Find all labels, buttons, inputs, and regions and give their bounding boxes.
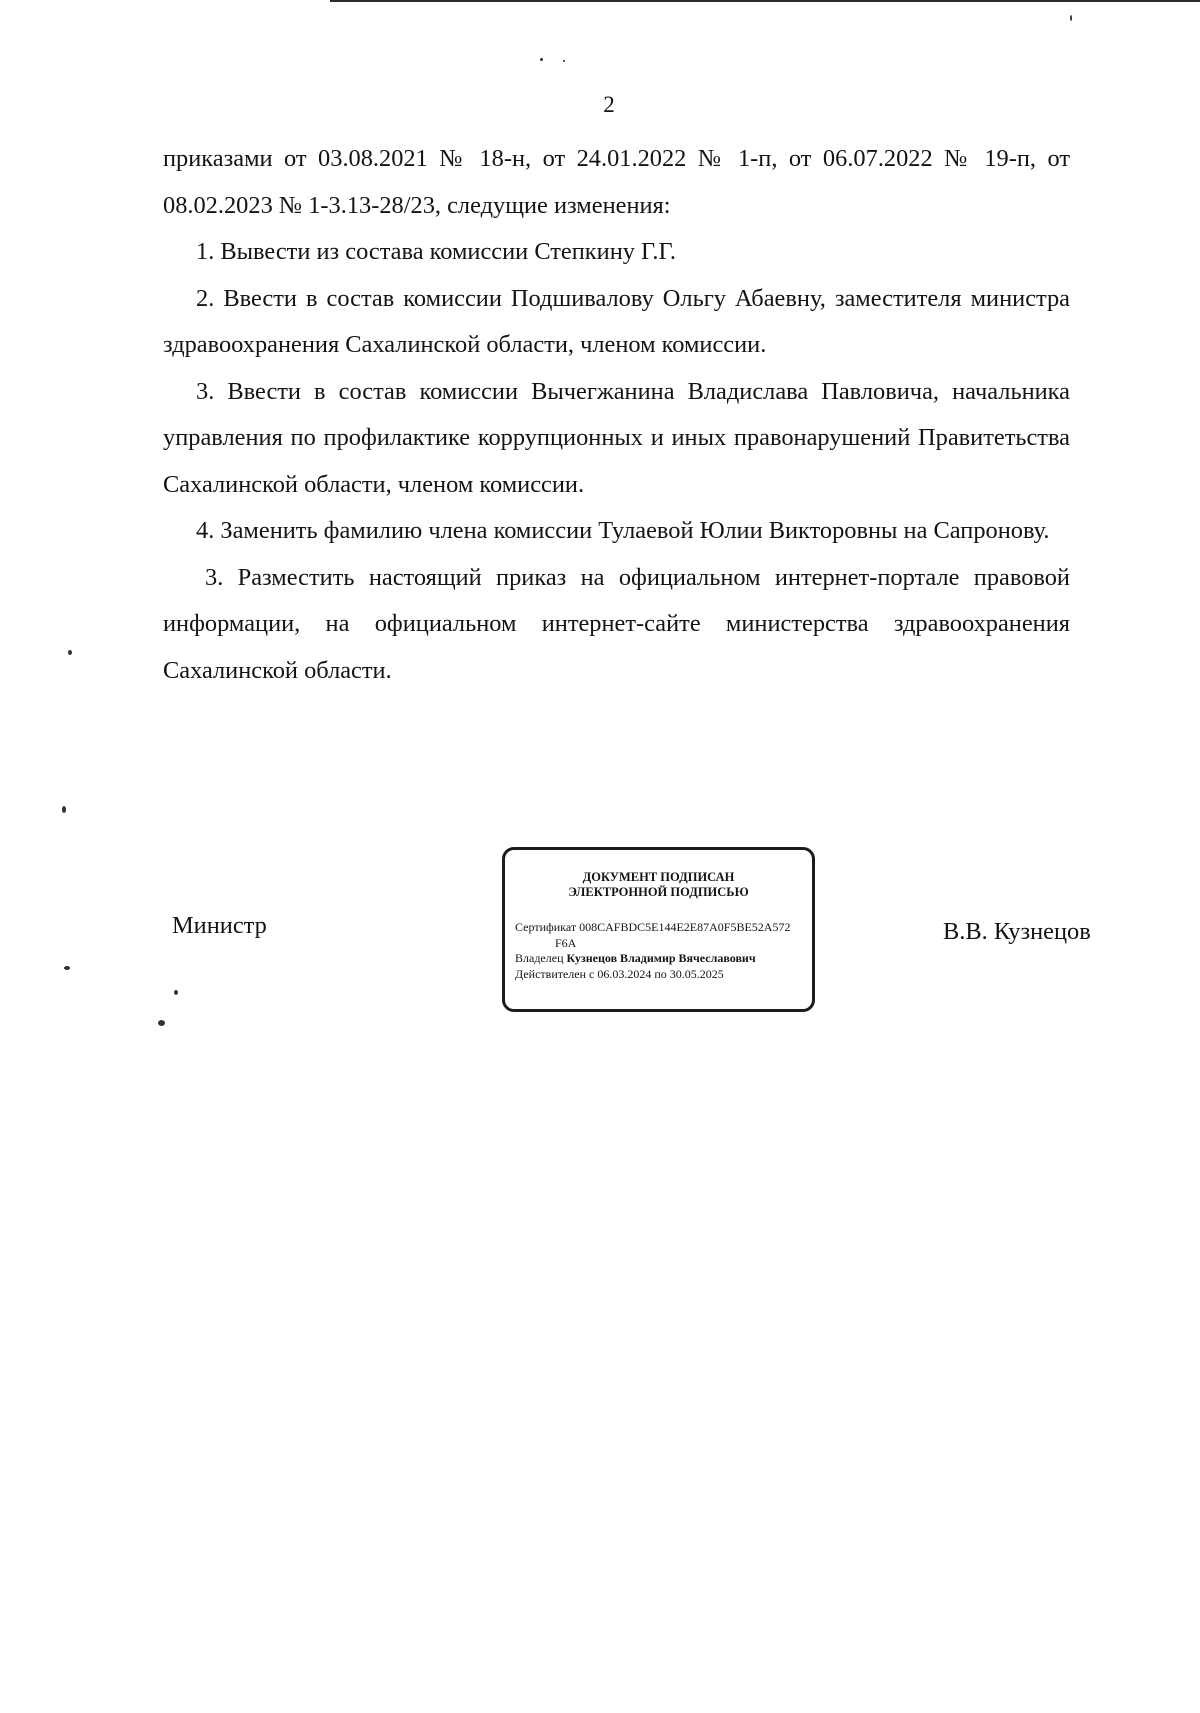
scan-speck <box>1070 15 1072 21</box>
stamp-title-line-1: ДОКУМЕНТ ПОДПИСАН <box>582 870 735 884</box>
document-body <box>163 136 1070 694</box>
stamp-validity: Действителен с 06.03.2024 по 30.05.2025 <box>515 966 724 981</box>
scan-speck <box>174 990 178 995</box>
stamp-certificate-row <box>515 920 802 936</box>
scan-speck <box>158 1020 165 1026</box>
stamp-certificate-value: 008CAFBDC5E144E2E87A0F5BE52A572 <box>579 920 791 934</box>
paragraph-item-4: 4. Заменить фамилию члена комиссии Тулаевой Юлии Викторовны на Сапронову. <box>196 517 1050 544</box>
stamp-owner-label: Владелец <box>515 951 564 965</box>
paragraph-intro: приказами от 03.08.2021 № 18-н, от 24.01.2022 № 1-п, от 06.07.2022 № 19-п, от 08.02.2023 № 1-3.13-28/23, следущие изменения: <box>163 145 1070 219</box>
signer-role: Министр <box>172 912 267 939</box>
stamp-owner-value: Кузнецов Владимир Вячеславович <box>566 951 756 965</box>
electronic-signature-stamp <box>502 847 815 1012</box>
stamp-owner-row <box>515 951 802 967</box>
paragraph-item-2: 2. Ввести в состав комиссии Подшивалову Ольгу Абаевну, заместителя министра здравоохранения Сахалинской области, членом комиссии. <box>163 284 1070 358</box>
scan-edge-line <box>330 0 1200 2</box>
stamp-certificate-label: Сертификат <box>515 920 577 934</box>
paragraph-publish: 3. Разместить настоящий приказ на официальном интернет-портале правовой информации, на официальном интернет-сайте министерства здравоохранения Сахалинской области. <box>163 563 1070 684</box>
paragraph-item-1: 1. Вывести из состава комиссии Степкину Г.Г. <box>196 238 676 265</box>
stamp-certificate-tail: F6A <box>555 935 577 950</box>
scan-speck <box>68 650 72 655</box>
stamp-title <box>515 870 802 900</box>
stamp-details <box>515 920 802 982</box>
paragraph-item-3: 3. Ввести в состав комиссии Вычегжанина Владислава Павловича, начальника управления по профилактике коррупционных и иных правонарушений Правитетьства Сахалинской области, членом комиссии. <box>163 377 1070 498</box>
scan-speck <box>563 60 565 62</box>
signer-name: В.В. Кузнецов <box>943 918 1091 945</box>
stamp-title-line-2: ЭЛЕКТРОННОЙ ПОДПИСЬЮ <box>568 885 749 899</box>
page-number: 2 <box>603 92 615 117</box>
scan-speck <box>62 806 66 813</box>
scan-speck <box>64 966 70 970</box>
scan-speck <box>540 58 543 61</box>
